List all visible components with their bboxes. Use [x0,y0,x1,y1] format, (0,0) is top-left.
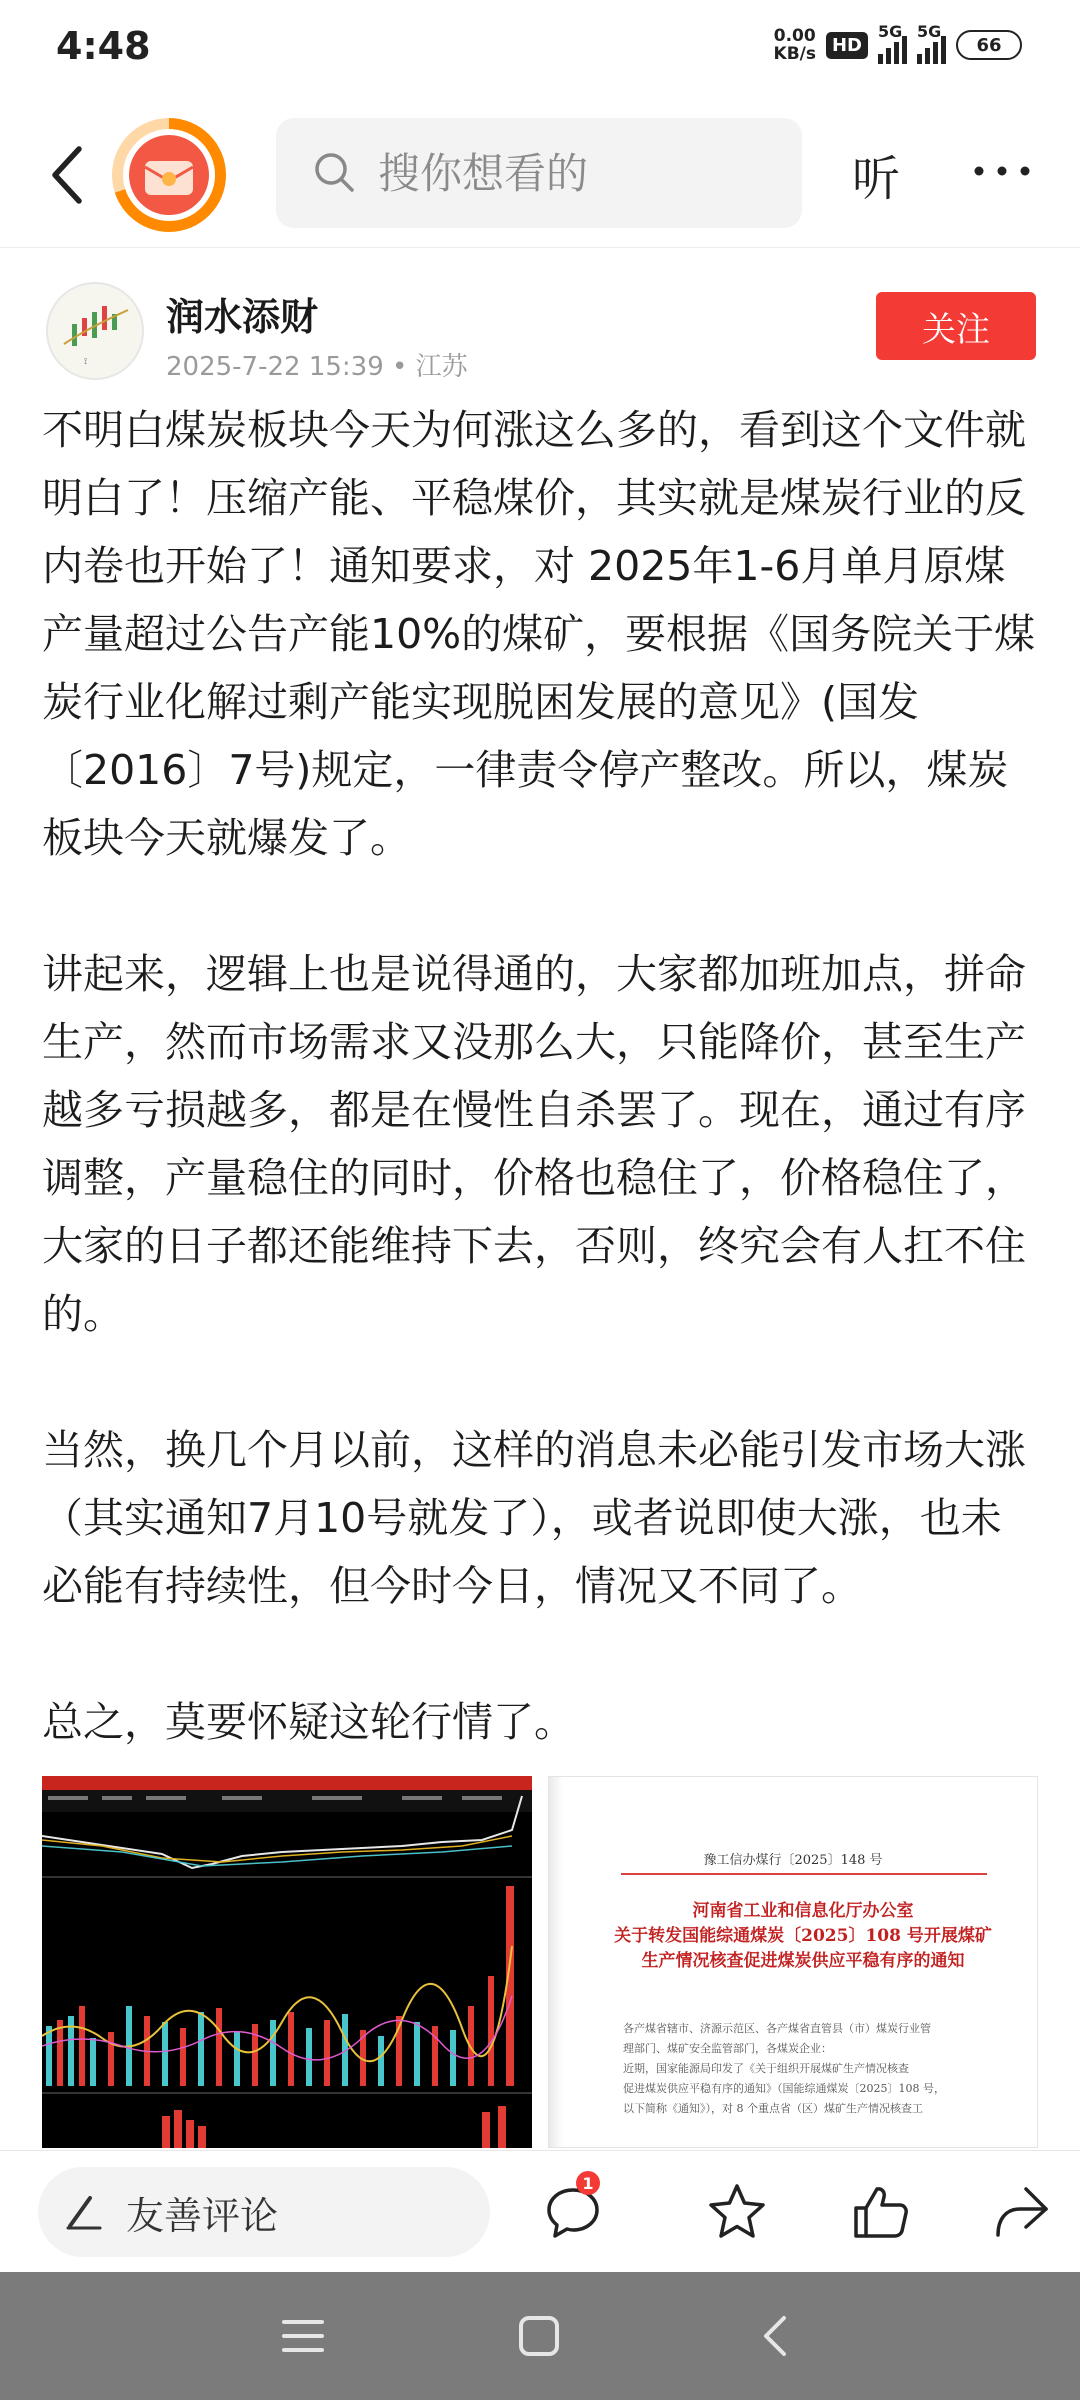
article-paragraph: 总之，莫要怀疑这轮行情了。 [42,1698,575,1746]
search-input[interactable] [378,149,758,198]
home-square-icon [518,2315,560,2357]
article-paragraph: 当然，换几个月以前，这样的消息未必能引发市场大涨（其实通知7月10号就发了），或者说即使大涨，也未必能有持续性，但今时今日，情况又不同了。 [42,1426,1026,1610]
battery-icon: 66 [956,30,1022,60]
doc-number: 豫工信办煤行〔2025〕148 号 [703,1853,883,1868]
post-date-location: 2025-7-22 15:39 • 江苏 [166,352,468,382]
thumbs-up-icon [850,2181,912,2243]
back-arrow-icon [760,2314,790,2358]
more-options-button[interactable] [970,136,1034,206]
home-button[interactable] [504,2306,574,2366]
like-button[interactable] [846,2177,916,2247]
status-icons [773,22,1022,64]
doc-body: 各产煤省辖市、济源示范区、各产煤省直管县（市）煤炭行业管 理部门、煤矿安全监管部门，各煤炭企业： 近期，国家能源局印发了《关于组织开展煤矿生产情况核查 促进煤炭供应平稳有序的通知》（国能综通煤炭〔2025〕108 号， 以下简称《通知》），对 8 个重点省（区）煤矿生产情况核查工 [623,2022,945,2115]
top-header [0,100,1080,248]
author-avatar[interactable] [46,282,144,380]
doc-title: 河南省工业和信息化厅办公室 关于转发国能综通煤炭〔2025〕108 号开展煤矿 生产情况核查促进煤炭供应平稳有序的通知 [614,1901,992,1971]
doc-red-rule [621,1873,987,1875]
share-button[interactable] [986,2177,1056,2247]
clock: 4:48 [56,24,151,68]
system-back-button[interactable] [740,2306,810,2366]
stock-chart-avatar-icon [48,284,144,380]
more-dots-icon [974,166,1030,176]
network-speed: 0.00 KB/s [773,26,816,64]
star-icon [706,2181,768,2243]
signal-sim2-icon: 5G [917,26,946,64]
candlestick-chart-icon [42,1776,532,2148]
signal-sim1-icon: 5G [878,26,907,64]
author-name[interactable]: 润水添财 [166,295,319,339]
menu-lines-icon [282,2316,324,2356]
article-paragraph: 不明白煤炭板块今天为何涨这么多的，看到这个文件就明白了！压缩产能、平稳煤价，其实就是煤炭行业的反内卷也开始了！通知要求，对 2025年1-6月单月原煤产量超过公告产能10%的煤矿，要根据《国务院关于煤炭行业化解过剩产能实现脱困发展的意见》(国发〔2016〕7号)规定，一律责令停产整改。所以，煤炭板块今天就爆发了。 [42,406,1036,862]
pen-icon [64,2192,104,2232]
follow-button[interactable]: 关注 [876,292,1036,360]
red-envelope-icon [129,135,209,215]
favorite-button[interactable] [702,2177,772,2247]
search-icon [312,150,358,196]
comments-button[interactable] [538,2173,608,2247]
system-nav-bar [0,2272,1080,2400]
bottom-action-bar [0,2150,1080,2272]
back-button[interactable] [40,140,94,210]
stock-chart-image[interactable] [42,1776,532,2148]
status-bar [0,0,1080,100]
comment-input[interactable] [38,2167,490,2257]
comment-placeholder: 友善评论 [126,2193,279,2238]
search-bar[interactable] [276,118,802,228]
document-image[interactable] [548,1776,1038,2148]
chevron-left-icon [47,143,87,207]
listen-button[interactable]: 听 [852,151,901,207]
article-body [42,396,1042,1756]
comment-count-badge: 1 [576,2171,600,2195]
app-logo[interactable] [112,118,226,232]
hd-voice-icon: HD [826,32,868,59]
svg-text:⟟: ⟟ [84,357,88,367]
share-arrow-icon [990,2181,1052,2243]
article-paragraph: 讲起来，逻辑上也是说得通的，大家都加班加点，拼命生产，然而市场需求又没那么大，只能降价，甚至生产越多亏损越多，都是在慢性自杀罢了。现在，通过有序调整，产量稳住的同时，价格也稳住了，价格稳住了，大家的日子都还能维持下去，否则，终究会有人扛不住的。 [42,950,1026,1338]
recent-apps-button[interactable] [268,2306,338,2366]
